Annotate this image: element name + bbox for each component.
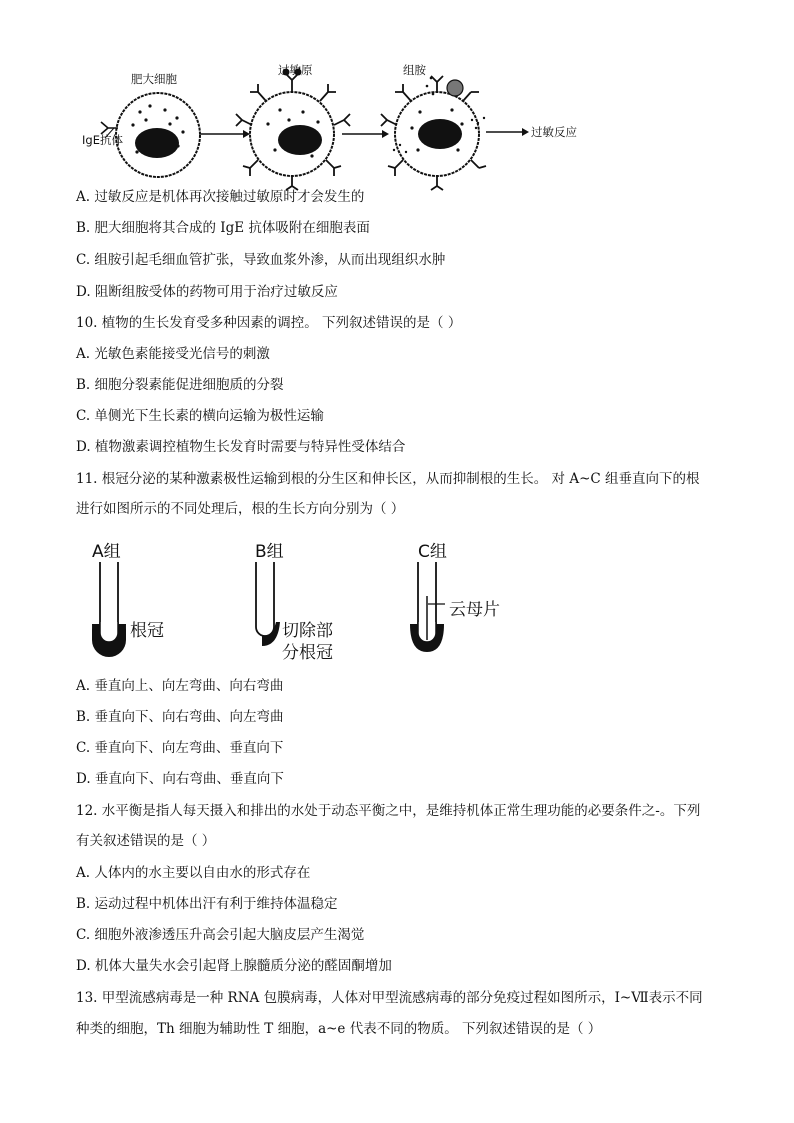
q10-option-d: D. 植物激素调控植物生长发育时需要与特异性受体结合 xyxy=(76,439,406,455)
q13-stem-line2: 种类的细胞，Th 细胞为辅助性 T 细胞，a~e 代表不同的物质。 下列叙述错误的是（ ） xyxy=(76,1021,602,1037)
q12-option-a: A. 人体内的水主要以自由水的形式存在 xyxy=(76,865,311,881)
q11-stem-line1: 11. 根冠分泌的某种激素极性运输到根的分生区和伸长区，从而抑制根的生长。 对 A~C 组垂直向下的根 xyxy=(76,471,700,487)
q9-option-a: A. 过敏反应是机体再次接触过敏原时才会发生的 xyxy=(76,189,365,205)
histamine-label: 组胺 xyxy=(403,63,426,77)
allergen-label: 过敏原 xyxy=(278,63,313,77)
group-b-label: B组 xyxy=(255,542,284,562)
root-a xyxy=(92,562,126,657)
q11-option-c: C. 垂直向下、向左弯曲、垂直向下 xyxy=(76,740,284,756)
q11-option-b: B. 垂直向下、向右弯曲、向左弯曲 xyxy=(76,709,284,725)
q10-stem: 10. 植物的生长发育受多种因素的调控。 下列叙述错误的是（ ） xyxy=(76,315,462,331)
q13-stem-line1: 13. 甲型流感病毒是一种 RNA 包膜病毒，人体对甲型流感病毒的部分免疫过程如图所示，I~Ⅶ表示不同 xyxy=(76,990,703,1006)
q9-option-b: B. 肥大细胞将其合成的 IgE 抗体吸附在细胞表面 xyxy=(76,220,370,236)
q12-option-d: D. 机体大量失水会引起肾上腺髓质分泌的醛固酮增加 xyxy=(76,958,392,974)
q12-option-c: C. 细胞外液渗透压升高会引起大脑皮层产生渴觉 xyxy=(76,927,365,943)
root-c xyxy=(410,562,445,652)
root-cap-label: 根冠 xyxy=(130,621,164,641)
cut-root-cap-label-line1: 切除部 xyxy=(282,621,333,641)
q12-stem-line1: 12. 水平衡是指人每天摄入和排出的水处于动态平衡之中，是维持机体正常生理功能的必要条件之-。下列 xyxy=(76,803,701,819)
q11-option-d: D. 垂直向下、向右弯曲、垂直向下 xyxy=(76,771,284,787)
mast-cell-label: 肥大细胞 xyxy=(131,72,177,86)
q10-option-a: A. 光敏色素能接受光信号的刺激 xyxy=(76,346,270,362)
allergic-reaction-label: 过敏反应 xyxy=(531,125,577,139)
q9-option-c: C. 组胺引起毛细血管扩张，导致血浆外渗，从而出现组织水肿 xyxy=(76,252,446,268)
q12-stem-line2: 有关叙述错误的是（ ） xyxy=(76,833,216,849)
group-a-label: A组 xyxy=(92,542,121,562)
mica-label: 云母片 xyxy=(449,600,500,620)
q10-option-b: B. 细胞分裂素能促进细胞质的分裂 xyxy=(76,377,284,393)
q11-stem-line2: 进行如图所示的不同处理后，根的生长方向分别为（ ） xyxy=(76,501,405,517)
q9-option-d: D. 阻断组胺受体的药物可用于治疗过敏反应 xyxy=(76,284,338,300)
root-b xyxy=(256,562,280,646)
cut-root-cap-label-line2: 分根冠 xyxy=(282,643,333,663)
group-c-label: C组 xyxy=(418,542,447,562)
q11-option-a: A. 垂直向上、向左弯曲、向右弯曲 xyxy=(76,678,284,694)
ige-antibody-label: IgE抗体 xyxy=(82,133,123,147)
q12-option-b: B. 运动过程中机体出汗有利于维持体温稳定 xyxy=(76,896,338,912)
q10-option-c: C. 单侧光下生长素的横向运输为极性运输 xyxy=(76,408,324,424)
